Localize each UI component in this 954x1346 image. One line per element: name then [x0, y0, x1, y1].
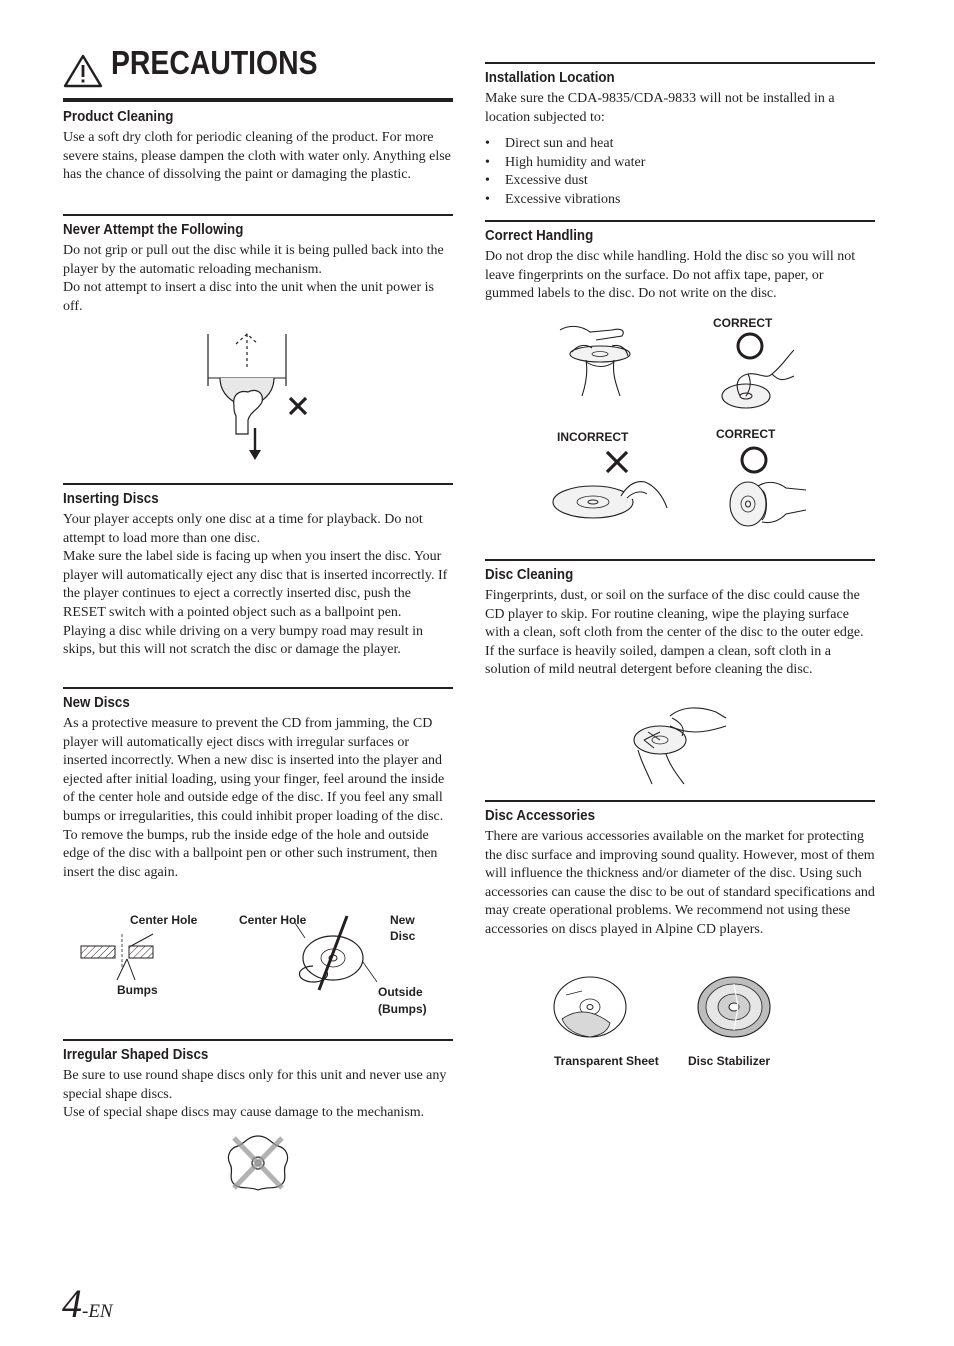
figure-label-disc-stabilizer: Disc Stabilizer — [688, 1054, 771, 1068]
figure-label-new: New — [390, 913, 415, 927]
section-new-discs — [63, 687, 453, 882]
figure-label-bumps: Bumps — [117, 983, 158, 997]
section-irregular-discs — [63, 1039, 453, 1123]
installation-list — [485, 135, 875, 209]
section-correct-handling — [485, 220, 875, 304]
section-body: As a protective measure to prevent the CD from jamming, the CD player will automatically eject discs with irregular surfaces or inserted incorrectly. When a new disc is inserted into the player and ejected after initial loading, using your finger, feel around the inside of the center hole and outside edge of the disc. If you feel any small bumps or irregularities, this could inhibit proper loading of the disc. To remove the bumps, rub the inside edge of the hole and outside edge of the disc with a ballpoint pen or other such instrument, then insert the disc again. — [63, 716, 445, 880]
section-heading: Disc Accessories — [485, 808, 596, 824]
figure-label-disc: Disc — [390, 929, 416, 943]
section-installation-location — [485, 62, 875, 210]
figure-label-bumps-paren: (Bumps) — [378, 1002, 427, 1016]
section-never-attempt — [63, 214, 453, 316]
page-number-suffix: -EN — [82, 1301, 113, 1322]
section-body: There are various accessories available on the market for protecting the disc surface and improving sound quality. However, most of them will influence the thickness and/or diameter of the disc. Using such accessories can cause the disc to be out of standard specifications and may create operational problems. We recommend not using these accessories on discs played in Alpine CD players. — [485, 829, 875, 937]
section-heading: Disc Cleaning — [485, 567, 574, 583]
section-heading: Inserting Discs — [63, 491, 159, 507]
section-disc-cleaning — [485, 559, 875, 680]
section-body: Do not drop the disc while handling. Hold the disc so you will not leave fingerprints on the surface. Do not affix tape, paper, or gummed labels to the disc. Do not write on the disc. — [485, 249, 856, 302]
list-item: • Direct sun and heat — [485, 135, 875, 154]
section-product-cleaning — [63, 108, 453, 185]
list-item: • Excessive dust — [485, 172, 875, 191]
figure-label-transparent-sheet: Transparent Sheet — [554, 1054, 659, 1068]
section-body: Use a soft dry cloth for periodic cleaning of the product. For more severe stains, please dampen the cloth with water only. Anything else has the chance of dissolving the paint or damaging the plastic. — [63, 130, 451, 183]
hands-holding-disc-illustration — [556, 318, 638, 398]
figure-label-correct: CORRECT — [713, 316, 773, 330]
section-paragraph: Playing a disc while driving on a very bumpy road may result in skips, but this will not scratch the disc or damage the player. — [63, 623, 424, 658]
page-number — [62, 1280, 113, 1327]
section-heading: Never Attempt the Following — [63, 222, 244, 238]
section-paragraph: Be sure to use round shape discs only for this unit and never use any special shape discs. — [63, 1068, 447, 1102]
transparent-sheet-illustration — [552, 975, 632, 1047]
correct-hold-illustration — [712, 330, 802, 412]
section-paragraph: Make sure the label side is facing up when you insert the disc. Your player will automatically eject any disc that is inserted incorrectly. If the player continues to eject a correctly inserted disc, push the RESET switch with a pointed object such as a ballpoint pen. — [63, 549, 448, 620]
section-paragraph: Do not grip or pull out the disc while it is being pulled back into the player by the automatic reloading mechanism. — [63, 243, 444, 277]
page-number-value: 4 — [62, 1281, 82, 1326]
figure-label-correct: CORRECT — [716, 427, 776, 441]
warning-triangle-icon — [63, 54, 103, 88]
section-heading: Irregular Shaped Discs — [63, 1047, 209, 1063]
disc-cross-section-illustration — [75, 924, 165, 984]
cross-mark-icon — [607, 452, 627, 472]
disc-cleaning-illustration — [630, 704, 730, 786]
list-item: • Excessive vibrations — [485, 191, 875, 210]
section-body: Fingerprints, dust, or soil on the surface of the disc could cause the CD player to skip. For routine cleaning, wipe the playing surface with a clean, soft cloth from the center of the disc to the outer edge. If the surface is heavily soiled, dampen a clean, soft cloth in a solution of mild neutral detergent before cleaning the disc. — [485, 588, 864, 678]
disc-pull-illustration — [200, 330, 320, 462]
page-title-text: PRECAUTIONS — [111, 44, 318, 81]
circle-mark-icon — [738, 334, 762, 358]
list-item: • High humidity and water — [485, 154, 875, 173]
section-heading: Correct Handling — [485, 228, 594, 244]
section-heading: Installation Location — [485, 70, 615, 86]
section-body: Make sure the CDA-9835/CDA-9833 will not be installed in a location subjected to: — [485, 91, 835, 125]
figure-label-center-hole: Center Hole — [239, 913, 307, 927]
section-disc-accessories — [485, 800, 875, 940]
circle-mark-icon — [742, 448, 766, 472]
section-paragraph: Use of special shape discs may cause damage to the mechanism. — [63, 1105, 425, 1121]
disc-stabilizer-illustration — [694, 975, 774, 1045]
section-inserting-discs — [63, 483, 453, 660]
section-paragraph: Your player accepts only one disc at a time for playback. Do not attempt to load more than one disc. — [63, 512, 423, 546]
section-heading: New Discs — [63, 695, 130, 711]
figure-label-incorrect: INCORRECT — [557, 430, 629, 444]
section-heading: Product Cleaning — [63, 109, 174, 125]
correct-edge-hold-illustration — [726, 444, 808, 530]
incorrect-hold-illustration — [549, 446, 671, 524]
irregular-disc-illustration — [222, 1132, 294, 1194]
new-disc-pen-illustration — [295, 910, 385, 994]
cross-mark-icon — [290, 398, 306, 414]
page-title — [63, 44, 453, 102]
section-paragraph: Do not attempt to insert a disc into the unit when the unit power is off. — [63, 280, 434, 314]
figure-label-outside: Outside — [378, 985, 423, 999]
figure-label-center-hole: Center Hole — [130, 913, 198, 927]
